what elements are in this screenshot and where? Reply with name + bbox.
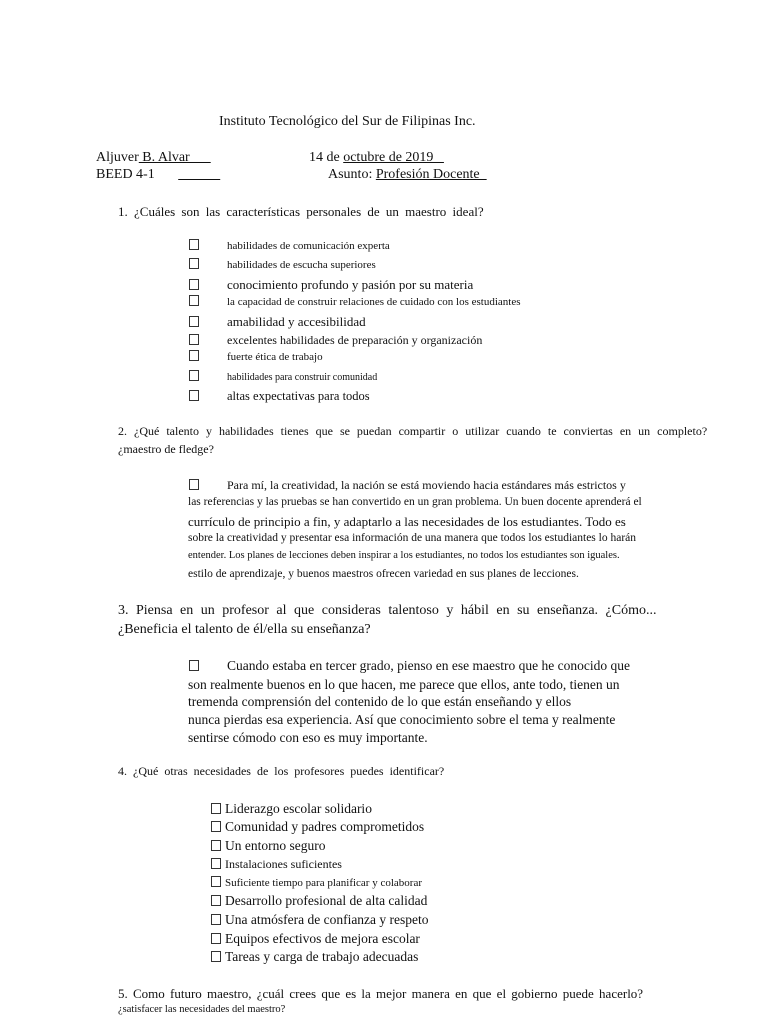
date-value: octubre de 2019 <box>343 150 444 165</box>
question-2-line-1: 2. ¿Qué talento y habilidades tienes que se puedan compartir o utilizar cuando te conviertas en un completo? <box>118 424 708 438</box>
list-item: Instalaciones suficientes <box>211 857 342 872</box>
date-line <box>309 150 444 166</box>
name-label: Aljuver <box>96 150 139 165</box>
checkbox-icon <box>189 479 199 490</box>
list-item: Tareas y carga de trabajo adecuadas <box>211 949 418 965</box>
list-item: Equipos efectivos de mejora escolar <box>211 931 420 947</box>
institution-title: Instituto Tecnológico del Sur de Filipinas Inc. <box>219 114 476 129</box>
checkbox-icon <box>189 334 199 345</box>
list-item: altas expectativas para todos <box>189 389 370 404</box>
list-item: Una atmósfera de confianza y respeto <box>211 912 429 928</box>
list-item: Comunidad y padres comprometidos <box>211 819 424 835</box>
question-1: 1. ¿Cuáles son las características personales de un maestro ideal? <box>118 204 484 219</box>
answer-3-line-5: sentirse cómodo con eso es muy importante. <box>188 730 428 745</box>
answer-2-line-5: entender. Los planes de lecciones deben inspirar a los estudiantes, no todos los estudiantes son iguales. <box>188 550 620 561</box>
subject-label: Asunto: <box>328 167 376 182</box>
list-item: habilidades de comunicación experta <box>189 239 390 252</box>
checkbox-icon <box>211 821 221 832</box>
list-item: habilidades de escucha superiores <box>189 258 376 271</box>
checkbox-icon <box>189 660 199 671</box>
list-item: excelentes habilidades de preparación y organización <box>189 333 482 348</box>
list-item: amabilidad y accesibilidad <box>189 314 366 330</box>
question-4: 4. ¿Qué otras necesidades de los profesores puedes identificar? <box>118 764 445 778</box>
answer-3-line-1: Cuando estaba en tercer grado, pienso en ese maestro que he conocido que <box>189 658 630 674</box>
answer-2-line-3: currículo de principio a fin, y adaptarlo a las necesidades de los estudiantes. Todo es <box>188 514 626 529</box>
question-2-line-2: ¿maestro de fledge? <box>118 442 214 456</box>
checkbox-icon <box>189 295 199 306</box>
answer-2-line-4: sobre la creatividad y presentar esa información de una manera que todos los estudiantes lo harán <box>188 532 637 544</box>
checkbox-icon <box>189 390 199 401</box>
question-5-line-2: ¿satisfacer las necesidades del maestro? <box>118 1004 286 1015</box>
answer-2-line-2: las referencias y las pruebas se han convertido en un gran problema. Un buen docente aprenderá el <box>188 496 642 508</box>
question-3-line-2: ¿Beneficia el talento de él/ella su enseñanza? <box>118 622 371 637</box>
name-value: B. Alvar <box>138 150 211 165</box>
list-item: Suficiente tiempo para planificar y colaborar <box>211 876 422 889</box>
answer-2-line-1: Para mí, la creatividad, la nación se está moviendo hacia estándares más estrictos y <box>189 478 626 493</box>
subject-value: Profesión Docente <box>375 167 487 182</box>
checkbox-icon <box>211 876 221 887</box>
answer-3-line-3: tremenda comprensión del contenido de lo que están enseñando y ellos <box>188 694 572 709</box>
student-name-line <box>96 150 211 166</box>
list-item: fuerte ética de trabajo <box>189 350 323 363</box>
section-value: BEED 4-1 <box>96 167 155 182</box>
checkbox-icon <box>211 895 221 906</box>
answer-3-line-4: nunca pierdas esa experiencia. Así que conocimiento sobre el tema y realmente <box>188 712 616 727</box>
answer-2-line-6: estilo de aprendizaje, y buenos maestros ofrecen variedad en sus planes de lecciones. <box>188 568 579 580</box>
question-3-line-1: 3. Piensa en un profesor al que consideras talentoso y hábil en su enseñanza. ¿Cómo... <box>118 603 657 618</box>
checkbox-icon <box>211 933 221 944</box>
checkbox-icon <box>211 951 221 962</box>
checkbox-icon <box>189 370 199 381</box>
list-item: Un entorno seguro <box>211 838 325 854</box>
list-item: conocimiento profundo y pasión por su materia <box>189 277 473 293</box>
list-item: Liderazgo escolar solidario <box>211 801 372 817</box>
date-prefix: 14 de <box>309 150 344 165</box>
list-item: habilidades para construir comunidad <box>189 370 377 383</box>
section-line <box>96 167 220 183</box>
checkbox-icon <box>211 914 221 925</box>
section-blank <box>178 167 220 182</box>
question-5-line-1: 5. Como futuro maestro, ¿cuál crees que es la mejor manera en que el gobierno puede hacerlo? <box>118 986 644 1001</box>
checkbox-icon <box>189 258 199 269</box>
checkbox-icon <box>189 350 199 361</box>
checkbox-icon <box>211 840 221 851</box>
subject-line <box>328 167 487 183</box>
checkbox-icon <box>211 803 221 814</box>
checkbox-icon <box>211 858 221 869</box>
checkbox-icon <box>189 279 199 290</box>
list-item: Desarrollo profesional de alta calidad <box>211 893 427 909</box>
answer-3-line-2: son realmente buenos en lo que hacen, me parece que ellos, ante todo, tienen un <box>188 677 620 692</box>
list-item: la capacidad de construir relaciones de cuidado con los estudiantes <box>189 295 521 308</box>
checkbox-icon <box>189 316 199 327</box>
checkbox-icon <box>189 239 199 250</box>
